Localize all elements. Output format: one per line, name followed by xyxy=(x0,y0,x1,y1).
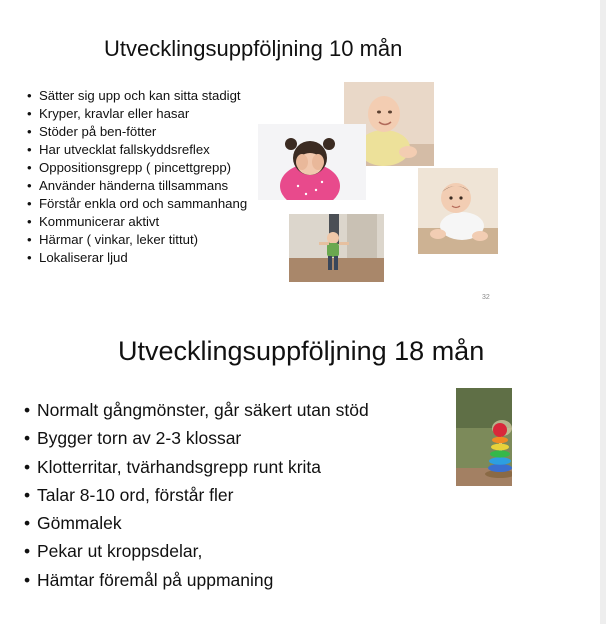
list-item: • Kryper, kravlar eller hasar xyxy=(27,105,247,123)
baby-crawling-photo xyxy=(418,168,498,254)
window-edge xyxy=(600,0,606,624)
list-item: • Gömmalek xyxy=(24,509,369,537)
milestone-list xyxy=(27,87,247,267)
list-item: • Har utvecklat fallskyddsreflex xyxy=(27,141,247,159)
list-item: • Hämtar föremål på uppmaning xyxy=(24,566,369,594)
list-item: • Förstår enkla ord och sammanhang xyxy=(27,195,247,213)
milestone-list xyxy=(24,396,369,594)
page-number: 32 xyxy=(482,294,490,301)
list-item: • Pekar ut kroppsdelar, xyxy=(24,537,369,565)
list-item: • Kommunicerar aktivt xyxy=(27,213,247,231)
list-item: • Oppositionsgrepp ( pincettgrepp) xyxy=(27,159,247,177)
list-item: • Bygger torn av 2-3 klossar xyxy=(24,424,369,452)
slide-title: Utvecklingsuppföljning 18 mån xyxy=(118,336,485,366)
list-item: • Sätter sig upp och kan sitta stadigt xyxy=(27,87,247,105)
list-item: • Härmar ( vinkar, leker tittut) xyxy=(27,231,247,249)
list-item: • Talar 8-10 ord, förstår fler xyxy=(24,481,369,509)
slide-title: Utvecklingsuppföljning 10 mån xyxy=(104,36,403,61)
slide-18-months xyxy=(0,318,600,624)
list-item: • Normalt gångmönster, går säkert utan stöd xyxy=(24,396,369,424)
slide-10-months xyxy=(0,0,600,310)
stacking-rings-photo xyxy=(456,388,512,486)
list-item: • Lokaliserar ljud xyxy=(27,249,247,267)
toddler-walking-photo xyxy=(289,214,384,282)
list-item: • Klotterritar, tvärhandsgrepp runt krita xyxy=(24,453,369,481)
list-item: • Använder händerna tillsammans xyxy=(27,177,247,195)
girl-peekaboo-photo xyxy=(258,124,366,200)
list-item: • Stöder på ben-fötter xyxy=(27,123,247,141)
